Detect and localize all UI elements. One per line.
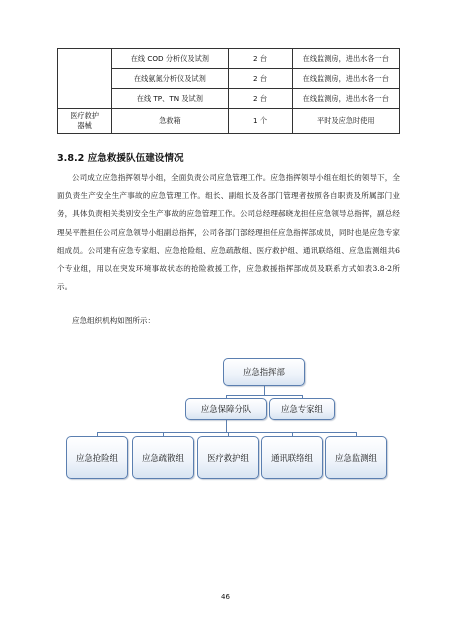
table-cell-qty: 2 台 xyxy=(228,69,292,89)
table-row xyxy=(58,109,400,134)
table-cell-qty: 2 台 xyxy=(228,49,292,69)
table-cell-name: 急救箱 xyxy=(112,109,228,134)
table-cell-category xyxy=(58,109,112,134)
org-node-communication-group: 通讯联络组 xyxy=(261,436,323,479)
table-cell-note: 在线监测房，进出水各一台 xyxy=(292,89,399,109)
category-line: 器械 xyxy=(77,121,92,130)
org-node-support-team: 应急保障分队 xyxy=(185,398,267,420)
page-number: 46 xyxy=(221,593,230,601)
section-title: 3.8.2 应急救援队伍建设情况 xyxy=(57,153,184,164)
table-row xyxy=(58,49,400,69)
table-cell-category xyxy=(58,49,112,109)
org-node-expert-group: 应急专家组 xyxy=(269,398,335,420)
org-chart-caption: 应急组织机构如图所示： xyxy=(72,316,156,325)
connector-line xyxy=(226,419,227,432)
org-node-monitoring-group: 应急监测组 xyxy=(325,436,387,479)
body-text xyxy=(57,169,400,296)
table-cell-note: 在线监测房，进出水各一台 xyxy=(292,49,399,69)
paragraph: 公司成立应急指挥领导小组，全面负责公司应急管理工作。应急指挥领导小组在组长的领导下，全面负责生产安全生产事故的应急管理工作。组长、副组长及各部门管理者按照各自职责及所属部门业务，具体负责相关类别安全生产事故的应急管理工作。公司总经理郝晓龙担任应急领导总指挥，副总经理吴平胜担任公司应急领导小组副总指挥，公司各部门部经理担任应急指挥部成员，同时也是应急专家组成员。公司建有应急专家组、应急抢险组、应急疏散组、医疗救护组、通讯联络组、应急监测组共6个专业组，用以在突发环境事故状态的抢险救援工作，应急救援指挥部成员及联系方式如表3.8-2所示。 xyxy=(57,173,400,292)
connector-line xyxy=(97,432,356,433)
org-node-command-center: 应急指挥部 xyxy=(223,358,305,386)
table-cell-note: 平时及应急时使用 xyxy=(292,109,399,134)
table-cell-qty: 1 个 xyxy=(228,109,292,134)
table-cell-name: 在线氨氮分析仪及试剂 xyxy=(112,69,228,89)
table-cell-name: 在线 COD 分析仪及试剂 xyxy=(112,49,228,69)
connector-line xyxy=(264,385,265,395)
table-cell-qty: 2 台 xyxy=(228,89,292,109)
equipment-table xyxy=(57,48,400,134)
org-node-evacuation-group: 应急疏散组 xyxy=(132,436,194,479)
table-cell-note: 在线监测房，进出水各一台 xyxy=(292,69,399,89)
category-line: 医疗救护 xyxy=(70,111,99,120)
table-cell-name: 在线 TP、TN 及试剂 xyxy=(112,89,228,109)
org-node-medical-group: 医疗救护组 xyxy=(197,436,259,479)
connector-line xyxy=(226,395,302,396)
org-node-rescue-group: 应急抢险组 xyxy=(66,436,128,479)
